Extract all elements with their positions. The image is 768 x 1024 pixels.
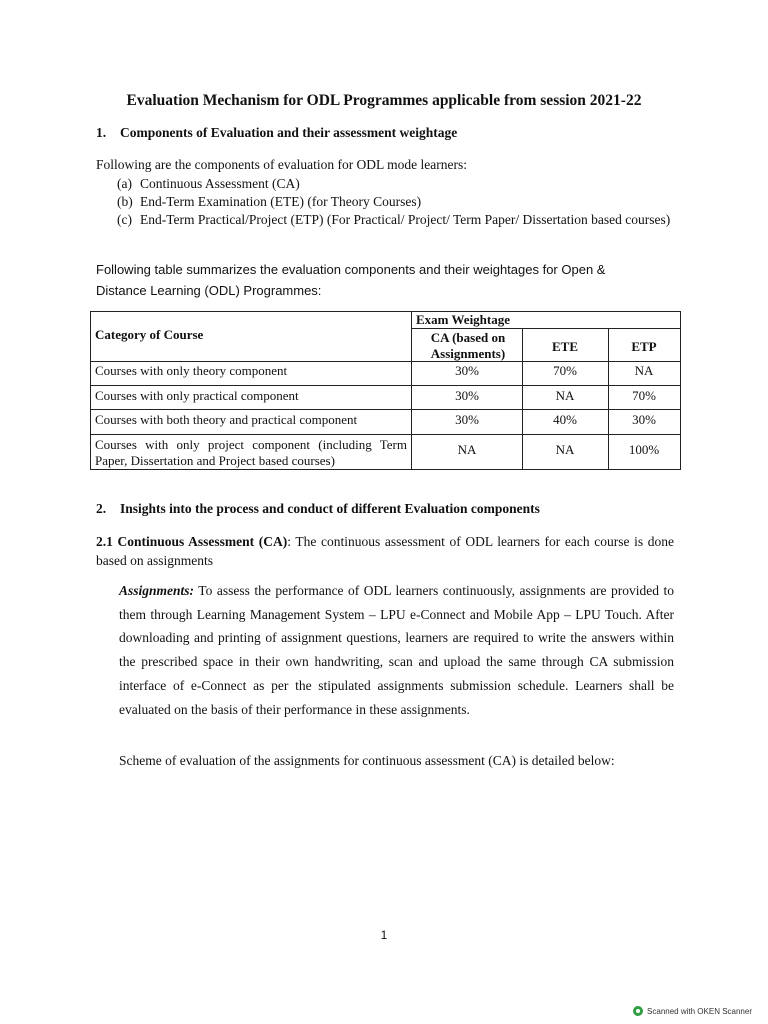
section-1-title: Components of Evaluation and their assessment weightage (120, 125, 458, 140)
header-etp: ETP (631, 339, 657, 354)
table-border-row3 (90, 409, 681, 410)
assignments-label: Assignments: (119, 583, 195, 598)
page-number: 1 (380, 928, 388, 942)
assignments-text: To assess the performance of ODL learners continuously, assignments are provided to them through Learning Management System – LPU e-Connect and Mobile App – LPU Touch. After downloading and printing of assignment questions, learners are required to write the answers within the prescribed space in their own handwriting, scan and upload the same through CA submission interface of e-Connect as per the stipulated assignments submission schedule. Learners shall be evaluated on the basis of their performance in these assignments. (119, 583, 674, 717)
row-2-category: Courses with only practical component (95, 388, 299, 403)
table-intro: Following table summarizes the evaluation components and their weightages for Open & Distance Learning (ODL) Programmes: (96, 262, 606, 298)
row-2-ete: NA (555, 388, 575, 403)
row-1-etp: NA (634, 363, 654, 378)
list-item-b-text: End-Term Examination (ETE) (for Theory Courses) (140, 194, 422, 209)
section-1-intro: Following are the components of evaluation for ODL mode learners: (96, 157, 468, 172)
list-item-c-text: End-Term Practical/Project (ETP) (For Practical/ Project/ Term Paper/ Dissertation based courses) (140, 212, 671, 227)
header-ete: ETE (551, 339, 578, 354)
header-category: Category of Course (95, 327, 204, 342)
row-4-ca: NA (457, 442, 477, 457)
list-item-c-label: (c) (117, 212, 132, 227)
row-1-ca: 30% (455, 363, 479, 378)
row-4-ete: NA (555, 442, 575, 457)
section-1-number: 1. (96, 125, 107, 140)
section-2-1-number: 2.1 (96, 534, 113, 549)
row-2-etp: 70% (632, 388, 656, 403)
section-2-1-paragraph (96, 532, 674, 570)
row-3-etp: 30% (632, 412, 656, 427)
assignments-paragraph (119, 579, 674, 721)
table-border-row2 (90, 385, 681, 386)
section-2-1-text: : The continuous assessment of ODL learners for each course is done based on assignments (96, 534, 674, 568)
table-border-weightage (411, 328, 681, 329)
table-border-left (90, 311, 91, 470)
row-4-etp: 100% (628, 442, 660, 457)
table-border-row1 (90, 361, 681, 362)
document-title: Evaluation Mechanism for ODL Programmes applicable from session 2021-22 (126, 92, 642, 109)
list-item-c (117, 210, 674, 250)
section-1-heading (96, 125, 457, 141)
row-3-ca: 30% (455, 412, 479, 427)
header-exam-weightage: Exam Weightage (416, 312, 511, 327)
scanner-watermark (633, 1006, 752, 1016)
row-1-category: Courses with only theory component (95, 363, 288, 378)
section-2-title: Insights into the process and conduct of different Evaluation components (120, 501, 540, 516)
scanner-text: Scanned with OKEN Scanner (647, 1006, 752, 1016)
evaluation-weightage-table (90, 311, 681, 470)
row-4-category: Courses with only project component (including Term Paper, Dissertation and Project based courses) (95, 437, 407, 468)
table-border-row4 (90, 434, 681, 435)
row-3-category: Courses with both theory and practical component (95, 412, 358, 427)
table-border-bottom (90, 469, 681, 470)
list-item-a-text: Continuous Assessment (CA) (140, 176, 300, 191)
scanner-logo-icon (633, 1006, 643, 1016)
row-3-ete: 40% (553, 412, 577, 427)
table-border-top (90, 311, 681, 312)
section-2-heading (96, 501, 540, 517)
list-item-a-label: (a) (117, 176, 132, 191)
header-ca: CA (based on Assignments) (430, 330, 506, 361)
list-item-b-label: (b) (117, 194, 133, 209)
row-1-ete: 70% (553, 363, 577, 378)
scheme-text: Scheme of evaluation of the assignments for continuous assessment (CA) is detailed below: (119, 753, 615, 768)
section-2-number: 2. (96, 501, 107, 516)
row-2-ca: 30% (455, 388, 479, 403)
section-2-1-heading: Continuous Assessment (CA) (117, 534, 288, 549)
table-border-right (680, 311, 681, 470)
